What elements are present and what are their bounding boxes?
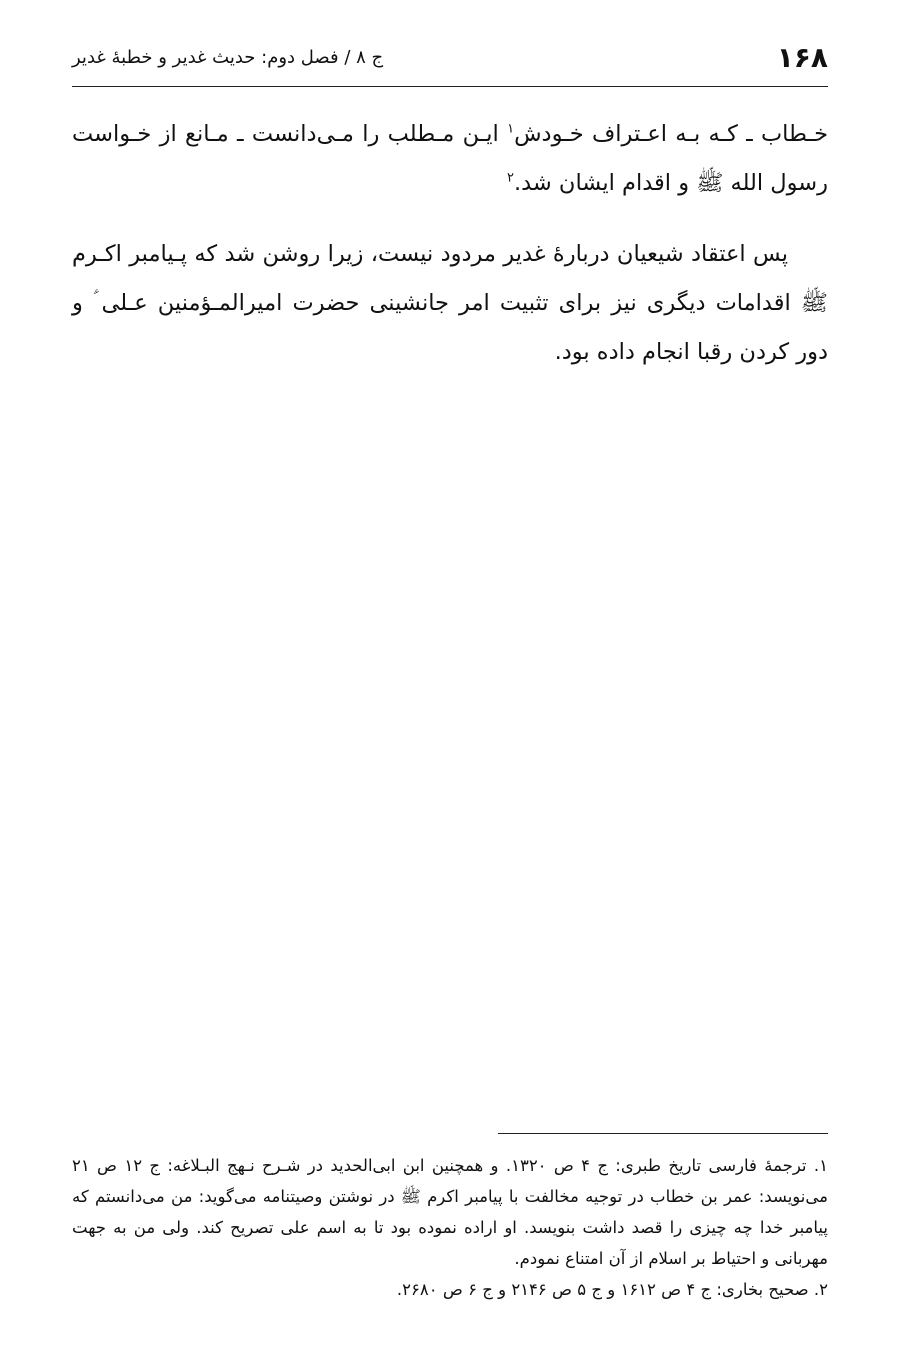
running-head: ج ۸ / فصل دوم: حدیث غدیر و خطبهٔ غدیر [72,47,384,68]
footnote-1: ۱. ترجمهٔ فارسی تاریخ طبری: ج ۴ ص ۱۳۲۰. و همچنین ابن ابی‌الحدید در شـرح نـهج البـلاغه: ج ۱۲ ص ۲۱ می‌نویسد: عمر بن خطاب در توجیه مخالفت با پیامبر اکرم ﷺ در نوشتن وصیتنامه می‌گوید: من می‌دانستم که پیامبر خدا چه چیزی را قصد داشت بنویسد. او اراده نموده بود تا به اسم علی تصریح کند. ولی من به جهت مهربانی و احتیاط بر اسلام از آن امتناع نمودم. [72,1156,828,1268]
page-number: ۱۶۸ [776,41,828,74]
main-body [72,110,828,399]
footnote-2: ۲. صحیح بخاری: ج ۴ ص ۱۶۱۲ و ج ۵ ص ۲۱۴۶ و ج ۶ ص ۲۶۸۰. [396,1280,828,1299]
footnotes [72,1150,828,1305]
paragraph-1-text-b: ایـن مـطلب را مـی‌دانست ـ مـانع از خـواست رسول الله ﷺ و اقدام ایشان شد. [72,121,828,196]
footnote-ref-2: ۲ [506,170,514,186]
page-header [72,36,828,87]
footnote-divider [498,1133,828,1134]
paragraph-1-text-a: خـطاب ـ کـه بـه اعـتراف خـودش [514,121,828,147]
footnote-ref-1: ۱ [507,121,515,137]
paragraph-2: پس اعتقاد شیعیان دربارهٔ غدیر مردود نیست، زیرا روشن شد که پـیامبر اکـرم ﷺ اقدامات دیگری نیز برای تثبیت امر جانشینی حضرت امیرالمـؤمنین عـلی ؑ و دور کردن رقبا انجام داده بود. [72,241,828,365]
paragraph-1 [72,110,828,208]
